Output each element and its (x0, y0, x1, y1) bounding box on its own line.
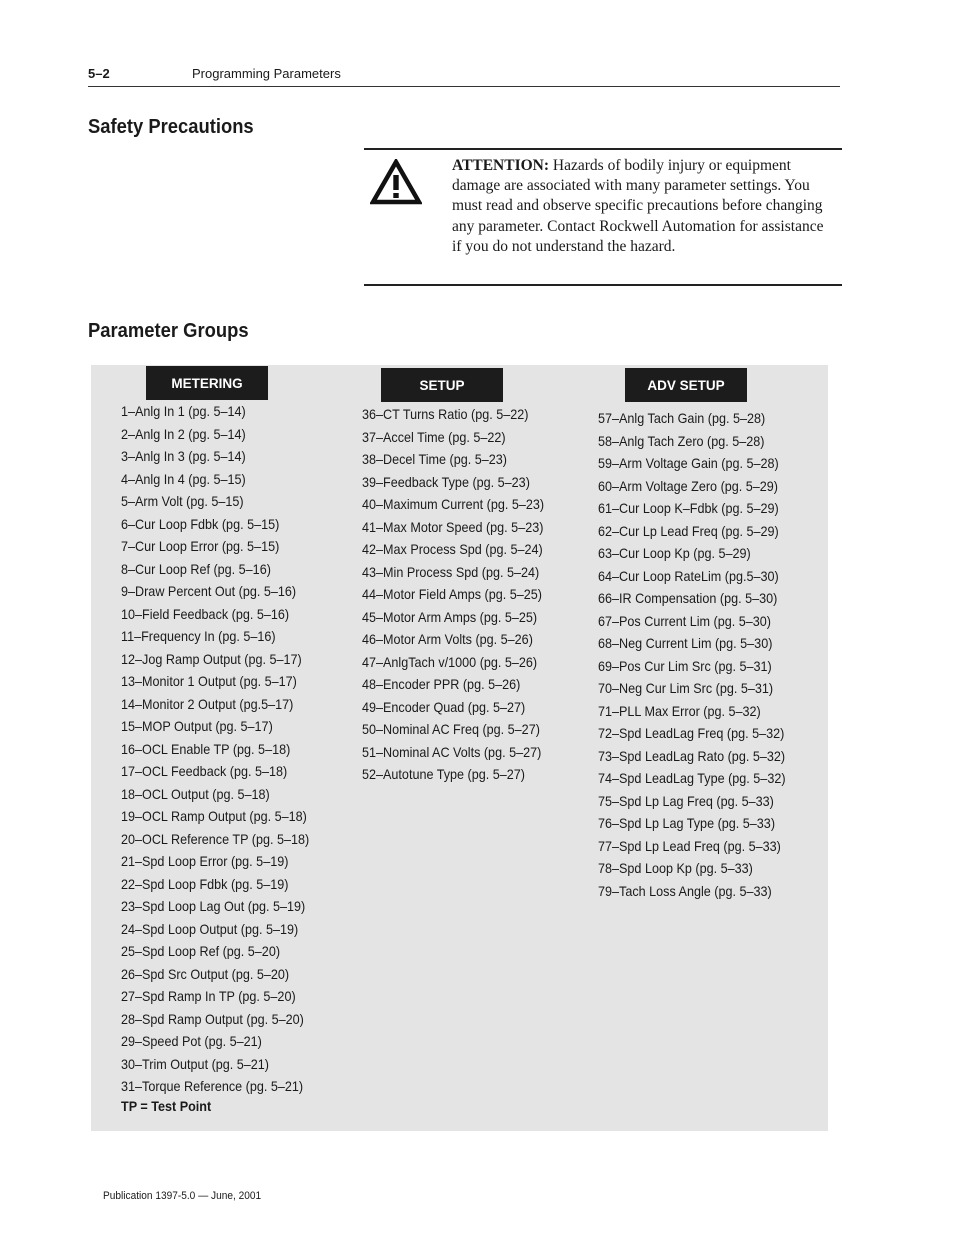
parameter-item: 11–Frequency In (pg. 5–16) (121, 628, 276, 644)
parameter-item: 62–Cur Lp Lead Freq (pg. 5–29) (598, 522, 779, 539)
parameter-item: 77–Spd Lp Lead Freq (pg. 5–33) (598, 837, 781, 854)
setup-parameter-list (362, 403, 564, 786)
test-point-note: TP = Test Point (121, 1098, 212, 1114)
parameter-item: 9–Draw Percent Out (pg. 5–16) (121, 583, 297, 599)
parameter-item: 18–OCL Output (pg. 5–18) (121, 785, 270, 802)
parameter-item: 64–Cur Loop RateLim (pg.5–30) (598, 567, 779, 584)
parameter-item: 20–OCL Reference TP (pg. 5–18) (121, 830, 310, 847)
parameter-item: 24–Spd Loop Output (pg. 5–19) (121, 920, 299, 937)
parameter-item: 63–Cur Loop Kp (pg. 5–29) (598, 545, 751, 561)
attention-body: Hazards of bodily injury or equipment damage are associated with many parameter settings. You must read and observe specific precautions before changing any parameter. Contact Rockwell Automation for assistance if you do not understand the hazard. (452, 157, 824, 255)
parameter-item: 58–Anlg Tach Zero (pg. 5–28) (598, 432, 765, 449)
parameter-item: 75–Spd Lp Lag Freq (pg. 5–33) (598, 792, 774, 809)
parameter-item: 7–Cur Loop Error (pg. 5–15) (121, 538, 280, 554)
parameter-item: 49–Encoder Quad (pg. 5–27) (362, 698, 526, 715)
warning-triangle-icon (370, 159, 422, 205)
parameter-item: 68–Neg Current Lim (pg. 5–30) (598, 635, 773, 651)
adv-setup-parameter-list (598, 407, 806, 902)
parameter-groups-heading: Parameter Groups (88, 320, 249, 342)
parameter-item: 50–Nominal AC Freq (pg. 5–27) (362, 721, 540, 737)
parameter-item: 38–Decel Time (pg. 5–23) (362, 451, 507, 467)
parameter-item: 44–Motor Field Amps (pg. 5–25) (362, 586, 542, 602)
parameter-item: 39–Feedback Type (pg. 5–23) (362, 473, 530, 490)
parameter-item: 26–Spd Src Output (pg. 5–20) (121, 965, 290, 982)
parameter-item: 23–Spd Loop Lag Out (pg. 5–19) (121, 898, 306, 914)
parameter-item: 57–Anlg Tach Gain (pg. 5–28) (598, 410, 766, 426)
parameter-item: 40–Maximum Current (pg. 5–23) (362, 496, 545, 512)
parameter-item: 59–Arm Voltage Gain (pg. 5–28) (598, 455, 779, 471)
parameter-item: 22–Spd Loop Fdbk (pg. 5–19) (121, 875, 289, 892)
parameter-item: 46–Motor Arm Volts (pg. 5–26) (362, 631, 533, 647)
parameter-item: 42–Max Process Spd (pg. 5–24) (362, 541, 543, 557)
parameter-item: 36–CT Turns Ratio (pg. 5–22) (362, 406, 529, 422)
parameter-item: 31–Torque Reference (pg. 5–21) (121, 1078, 304, 1094)
parameter-item: 29–Speed Pot (pg. 5–21) (121, 1033, 262, 1049)
parameter-item: 70–Neg Cur Lim Src (pg. 5–31) (598, 680, 774, 696)
attention-lead: ATTENTION: (452, 157, 550, 174)
safety-precautions-heading: Safety Precautions (88, 116, 254, 138)
parameter-item: 41–Max Motor Speed (pg. 5–23) (362, 518, 544, 535)
parameter-item: 37–Accel Time (pg. 5–22) (362, 428, 506, 445)
parameter-item: 12–Jog Ramp Output (pg. 5–17) (121, 650, 302, 667)
parameter-item: 16–OCL Enable TP (pg. 5–18) (121, 740, 291, 757)
parameter-item: 14–Monitor 2 Output (pg.5–17) (121, 695, 294, 712)
page-number: 5–2 (88, 66, 110, 81)
parameter-item: 4–Anlg In 4 (pg. 5–15) (121, 470, 246, 487)
parameter-item: 21–Spd Loop Error (pg. 5–19) (121, 853, 289, 869)
parameter-item: 15–MOP Output (pg. 5–17) (121, 718, 273, 734)
parameter-item: 1–Anlg In 1 (pg. 5–14) (121, 403, 246, 419)
parameter-item: 28–Spd Ramp Output (pg. 5–20) (121, 1010, 304, 1027)
parameter-item: 43–Min Process Spd (pg. 5–24) (362, 563, 540, 580)
parameter-item: 3–Anlg In 3 (pg. 5–14) (121, 448, 246, 464)
parameter-item: 5–Arm Volt (pg. 5–15) (121, 493, 244, 509)
parameter-item: 73–Spd LeadLag Rato (pg. 5–32) (598, 747, 786, 764)
parameter-item: 52–Autotune Type (pg. 5–27) (362, 766, 525, 782)
parameter-item: 76–Spd Lp Lag Type (pg. 5–33) (598, 815, 776, 831)
parameter-item: 45–Motor Arm Amps (pg. 5–25) (362, 608, 538, 625)
metering-tab: METERING (146, 366, 268, 400)
parameter-item: 19–OCL Ramp Output (pg. 5–18) (121, 808, 307, 824)
parameter-item: 25–Spd Loop Ref (pg. 5–20) (121, 943, 281, 959)
parameter-item: 79–Tach Loss Angle (pg. 5–33) (598, 882, 772, 899)
publication-footer: Publication 1397-5.0 — June, 2001 (103, 1190, 262, 1202)
parameter-item: 61–Cur Loop K–Fdbk (pg. 5–29) (598, 500, 779, 516)
parameter-item: 8–Cur Loop Ref (pg. 5–16) (121, 560, 271, 577)
parameter-item: 30–Trim Output (pg. 5–21) (121, 1055, 270, 1072)
parameter-item: 47–AnlgTach v/1000 (pg. 5–26) (362, 653, 538, 670)
parameter-item: 72–Spd LeadLag Freq (pg. 5–32) (598, 725, 785, 741)
page-header (88, 64, 840, 87)
attention-box (364, 148, 842, 286)
parameter-item: 71–PLL Max Error (pg. 5–32) (598, 702, 761, 719)
parameter-item: 2–Anlg In 2 (pg. 5–14) (121, 425, 246, 442)
parameter-item: 69–Pos Cur Lim Src (pg. 5–31) (598, 657, 772, 674)
parameter-item: 6–Cur Loop Fdbk (pg. 5–15) (121, 515, 280, 532)
running-title: Programming Parameters (192, 66, 341, 81)
metering-parameter-list (121, 400, 330, 1098)
parameter-item: 78–Spd Loop Kp (pg. 5–33) (598, 860, 753, 876)
parameter-item: 48–Encoder PPR (pg. 5–26) (362, 676, 521, 692)
parameter-item: 66–IR Compensation (pg. 5–30) (598, 590, 778, 606)
parameter-groups-panel (91, 365, 828, 1131)
attention-text (452, 156, 836, 257)
parameter-item: 13–Monitor 1 Output (pg. 5–17) (121, 673, 297, 689)
setup-tab: SETUP (381, 368, 503, 402)
parameter-item: 60–Arm Voltage Zero (pg. 5–29) (598, 477, 779, 494)
parameter-item: 27–Spd Ramp In TP (pg. 5–20) (121, 988, 296, 1004)
parameter-item: 17–OCL Feedback (pg. 5–18) (121, 763, 288, 779)
parameter-item: 67–Pos Current Lim (pg. 5–30) (598, 612, 771, 629)
parameter-item: 74–Spd LeadLag Type (pg. 5–32) (598, 770, 786, 786)
parameter-item: 51–Nominal AC Volts (pg. 5–27) (362, 743, 542, 760)
parameter-item: 10–Field Feedback (pg. 5–16) (121, 605, 290, 622)
adv-setup-tab: ADV SETUP (625, 368, 747, 402)
